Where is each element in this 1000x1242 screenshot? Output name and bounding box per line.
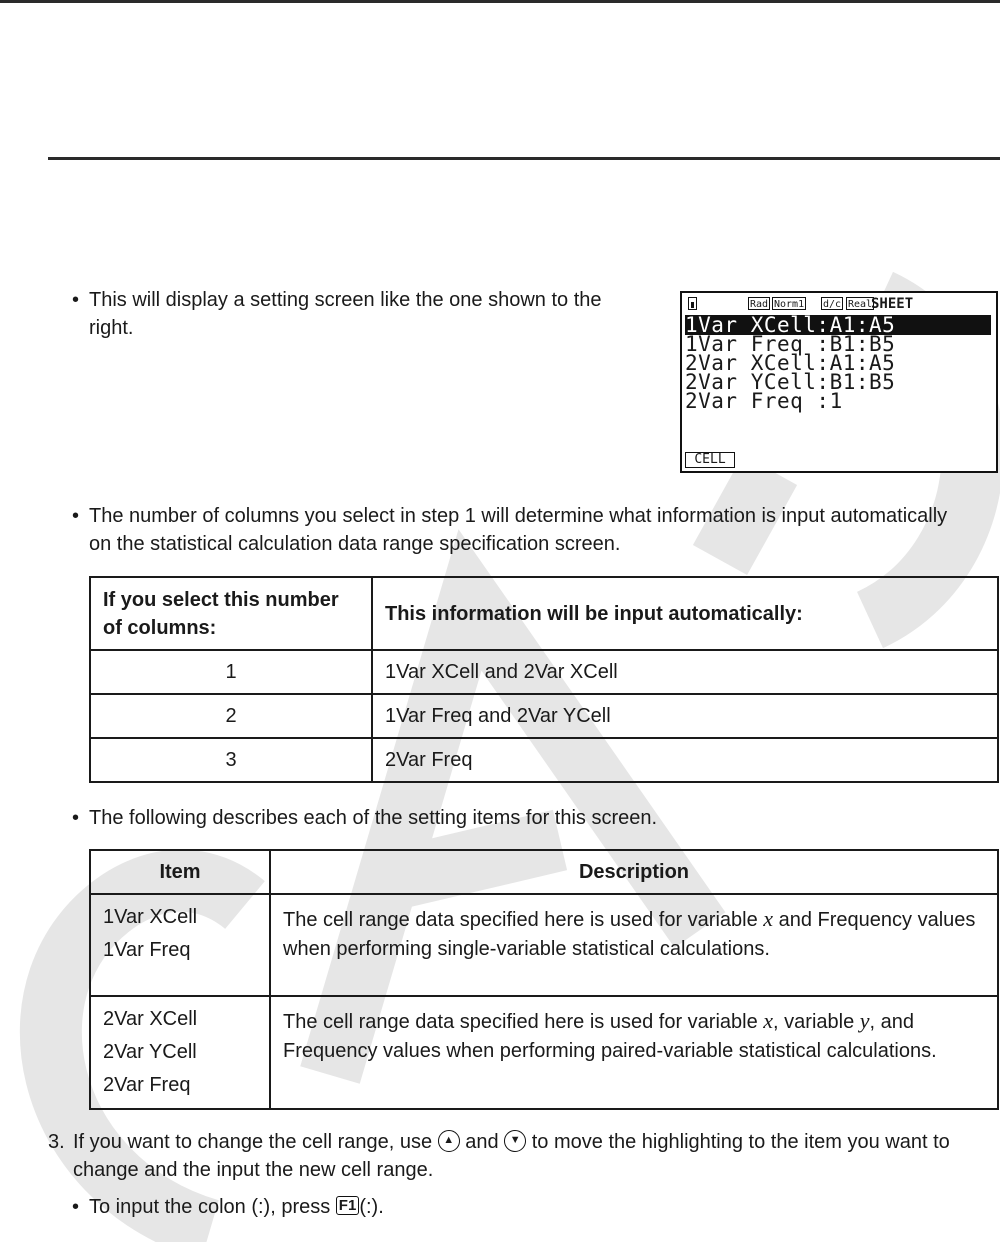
desc-text: The cell range data specified here is used for variable xyxy=(283,909,764,931)
items-table xyxy=(89,849,999,1110)
variable-y: y xyxy=(859,1008,870,1033)
column-count: 3 xyxy=(90,738,372,782)
desc-text: , and Frequency values when performing paired-variable statistical calculations. xyxy=(283,1011,937,1062)
item-names xyxy=(90,996,270,1109)
table-row xyxy=(90,694,998,738)
variable-x: x xyxy=(763,1008,774,1033)
status-bar xyxy=(686,295,992,313)
screen-row[interactable]: 2Var Freq :1 xyxy=(685,389,843,413)
header-item: Item xyxy=(90,850,270,894)
step-number: 3. xyxy=(48,1131,65,1153)
columns-table xyxy=(89,576,999,783)
table-header-row xyxy=(90,577,998,650)
item-name: 1Var XCell xyxy=(103,906,198,928)
header-info: This information will be input automatically: xyxy=(372,577,998,650)
desc-text: , variable xyxy=(773,1011,860,1033)
down-arrow-key-icon: ▼ xyxy=(504,1130,526,1152)
desc-text: and Frequency values when performing single-variable statistical calculations. xyxy=(283,909,976,960)
auto-info: 1Var Freq and 2Var YCell xyxy=(372,694,998,738)
auto-info: 1Var XCell and 2Var XCell xyxy=(372,650,998,694)
header-columns: If you select this number of columns: xyxy=(90,577,372,650)
bullet-text: The number of columns you select in step 1 will determine what information is input automatically on the statistical calculation data range specification screen. xyxy=(89,505,948,555)
table-header-row xyxy=(90,850,998,894)
bullet-colon-input xyxy=(72,1193,952,1221)
desc-text: The cell range data specified here is used for variable xyxy=(283,1011,764,1033)
table-row xyxy=(90,738,998,782)
complex-badge: Real xyxy=(848,299,873,310)
calculator-screen xyxy=(680,291,998,473)
bullet-text: This will display a setting screen like the one shown to the right. xyxy=(89,289,602,339)
table-row xyxy=(90,996,998,1109)
step-text-a: If you want to change the cell range, use xyxy=(73,1131,433,1153)
battery-icon xyxy=(688,297,697,310)
item-description xyxy=(270,996,998,1109)
header-description: Description xyxy=(270,850,998,894)
item-name: 2Var YCell xyxy=(103,1041,197,1063)
bullet-columns-info xyxy=(72,502,952,558)
auto-info: 2Var Freq xyxy=(372,738,998,782)
colon-text-suffix: (:). xyxy=(359,1196,384,1218)
bullet-text xyxy=(72,1193,952,1221)
up-arrow-key-icon: ▲ xyxy=(438,1130,460,1152)
bullet-dot: • xyxy=(72,1196,80,1218)
step-text-b: to move the highlighting to the item you want to change and the input the new cell range. xyxy=(73,1131,950,1181)
screen-row[interactable]: 1Var Freq :B1:B5 xyxy=(685,332,896,356)
column-count: 2 xyxy=(90,694,372,738)
bullet-dot: • xyxy=(72,807,80,829)
section-rule xyxy=(48,157,1000,160)
mode-label: SHEET xyxy=(871,296,914,312)
step-3 xyxy=(48,1128,978,1184)
item-names xyxy=(90,894,270,996)
variable-x: x xyxy=(763,906,774,931)
screen-row[interactable]: 2Var XCell:A1:A5 xyxy=(685,351,896,375)
bullet-items-intro xyxy=(72,804,952,832)
display-badge: Norm1 xyxy=(774,299,805,310)
bullet-text: The following describes each of the setting items for this screen. xyxy=(89,807,658,829)
f1-key-icon: F1 xyxy=(336,1196,360,1215)
item-description xyxy=(270,894,998,996)
table-row xyxy=(90,650,998,694)
bullet-setting-screen xyxy=(72,286,642,342)
step-text-and: and xyxy=(465,1131,499,1153)
angle-badge: Rad xyxy=(750,299,769,310)
colon-text-prefix: To input the colon (:), press xyxy=(89,1196,331,1218)
column-count: 1 xyxy=(90,650,372,694)
top-rule xyxy=(0,0,1000,3)
item-name: 2Var Freq xyxy=(103,1074,191,1096)
item-name: 2Var XCell xyxy=(103,1008,198,1030)
fraction-badge: d/c xyxy=(823,299,842,310)
table-row xyxy=(90,894,998,996)
screen-row[interactable]: 2Var YCell:B1:B5 xyxy=(685,370,896,394)
cell-function-key[interactable]: CELL xyxy=(685,452,735,468)
screen-row[interactable]: 1Var XCell:A1:A5 xyxy=(685,315,991,335)
step-text xyxy=(48,1128,978,1184)
bullet-dot: • xyxy=(72,505,80,527)
item-name: 1Var Freq xyxy=(103,939,191,961)
bullet-dot: • xyxy=(72,289,80,311)
